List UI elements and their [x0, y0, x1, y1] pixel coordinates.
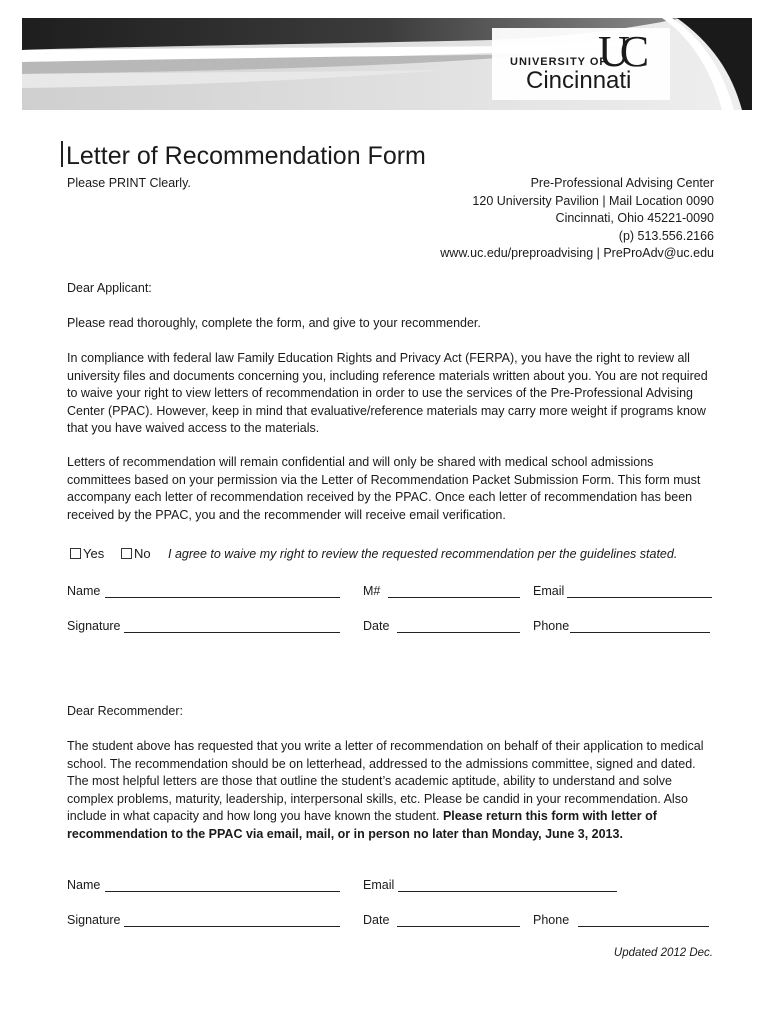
form-title-text: Letter of Recommendation Form — [66, 142, 426, 170]
text-caret — [61, 141, 63, 167]
logo-name: Cincinnati — [526, 67, 632, 94]
recommender-date-label: Date — [363, 913, 390, 927]
recommender-signature-label: Signature — [67, 913, 121, 927]
address-block — [440, 175, 714, 263]
recommender-phone-label: Phone — [533, 913, 570, 927]
address-line-3: Cincinnati, Ohio 45221-0090 — [555, 211, 714, 225]
waiver-statement: I agree to waive my right to review the requested recommendation per the guidelines stated. — [168, 547, 678, 561]
applicant-email-label: Email — [533, 584, 565, 598]
recommender-date-field[interactable] — [397, 926, 520, 927]
logo — [488, 26, 658, 96]
recommender-name-label: Name — [67, 878, 101, 892]
applicant-phone-label: Phone — [533, 619, 570, 633]
yes-checkbox[interactable] — [70, 548, 81, 559]
recommender-email-label: Email — [363, 878, 395, 892]
return-instructions: Please return this form with letter of recommendation to the PPAC via email, mail, or in person no later than Monday, June 3, 2013. — [67, 809, 657, 841]
recommender-greeting: Dear Recommender: — [67, 704, 184, 718]
form-title — [61, 140, 426, 172]
confidentiality-paragraph: Letters of recommendation will remain confidential and will only be shared with medical school admissions committees based on your permission via the Letter of Recommendation Packet Submission Form. This form must accompany each letter of recommendation received by the PPAC. Once each letter of recommendation has been received by the PPAC, you and the recommender will receive email verification. — [67, 455, 701, 522]
ferpa-paragraph: In compliance with federal law Family Education Rights and Privacy Act (FERPA), you have the right to review all university files and documents concerning you, including reference materials written about you. You are not required to waive your right to view letters of recommendation in order to use the services of the Pre-Professional Advising Center (PPAC). However, keep in mind that evaluative/reference materials may carry more weight if programs know that you have waived access to the materials. — [67, 351, 708, 435]
yes-option[interactable] — [70, 545, 104, 563]
applicant-name-field[interactable] — [105, 597, 340, 598]
no-checkbox[interactable] — [121, 548, 132, 559]
applicant-signature-label: Signature — [67, 619, 121, 633]
address-line-2: 120 University Pavilion | Mail Location 0090 — [472, 193, 714, 208]
recommender-name-field[interactable] — [105, 891, 340, 892]
recommender-email-field[interactable] — [398, 891, 617, 892]
logo-mark: UC — [598, 27, 640, 76]
applicant-mnumber-field[interactable] — [388, 597, 520, 598]
applicant-mnumber-label: M# — [363, 584, 381, 598]
logo-university-of: UNIVERSITY OF — [510, 56, 608, 68]
yes-label: Yes — [83, 546, 105, 561]
recommender-signature-field[interactable] — [124, 926, 340, 927]
applicant-date-field[interactable] — [397, 632, 520, 633]
print-instruction: Please PRINT Clearly. — [67, 176, 191, 190]
applicant-greeting: Dear Applicant: — [67, 281, 152, 295]
updated-note: Updated 2012 Dec. — [613, 947, 713, 959]
no-option[interactable] — [121, 545, 151, 563]
applicant-email-field[interactable] — [567, 597, 712, 598]
applicant-signature-field[interactable] — [124, 632, 340, 633]
applicant-date-label: Date — [363, 619, 390, 633]
recommender-paragraph-text: The student above has requested that you write a letter of recommendation on behalf of their application to medical school. The recommendation should be on letterhead, addressed to the admissions committee, signed and dated. The most helpful letters are those that outline the student’s academic aptitude, ability to understand and solve complex problems, maturity, leadership, interpersonal skills, etc. Please be candid in your recommendation. Also include in what capacity and how long you have known the student. — [67, 739, 704, 823]
recommender-paragraph — [67, 738, 717, 843]
address-line-1: Pre-Professional Advising Center — [530, 176, 714, 190]
address-line-5: www.uc.edu/preproadvising | PreProAdv@uc.edu — [440, 246, 714, 260]
applicant-name-label: Name — [67, 584, 101, 598]
recommender-phone-field[interactable] — [578, 926, 709, 927]
applicant-instructions: Please read thoroughly, complete the form, and give to your recommender. — [67, 316, 481, 330]
address-line-4: (p) 513.556.2166 — [618, 228, 714, 243]
applicant-phone-field[interactable] — [570, 632, 710, 633]
no-label: No — [134, 546, 151, 561]
